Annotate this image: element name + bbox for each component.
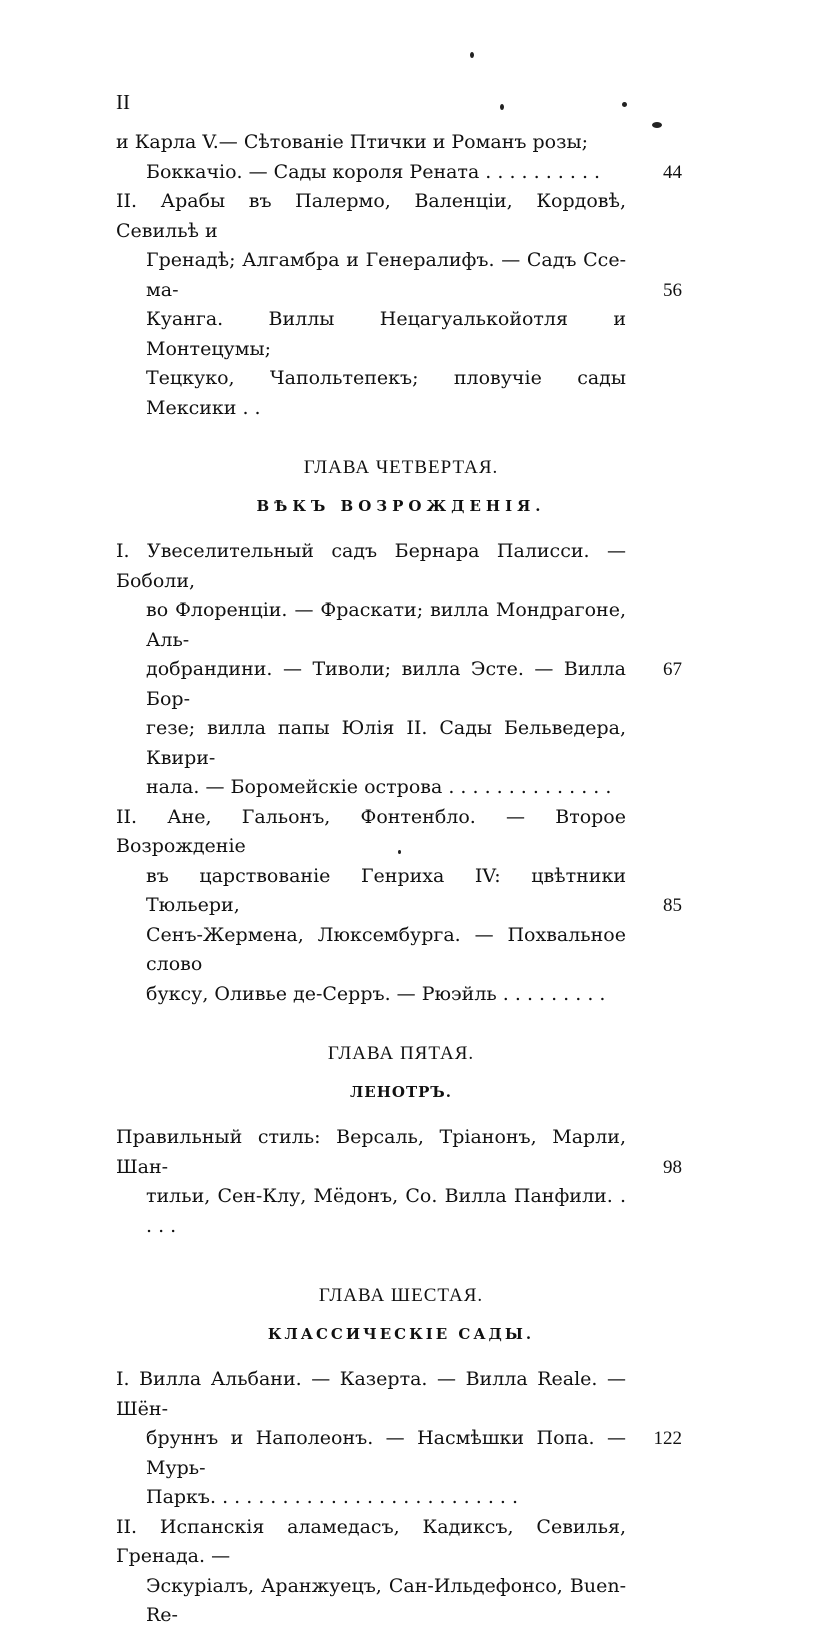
page-ref: 98	[663, 1156, 682, 1178]
toc-line: I. Увеселительный садъ Бернара Палисси. — Боболи,	[116, 540, 626, 592]
page-ref: 44	[663, 161, 682, 183]
table-of-contents	[116, 128, 686, 1631]
toc-line: Эскуріалъ, Аранжуецъ, Сан-Ильдефонсо, Buen-Re-	[146, 1574, 626, 1626]
toc-line: Паркъ. . . . . . . . . . . . . . . . . . . . . . . . . .	[146, 1486, 519, 1508]
toc-entry	[116, 128, 686, 187]
toc-line: Правильный стиль: Версаль, Тріанонъ, Марли, Шан-	[116, 1126, 626, 1178]
toc-line: въ царствованіе Генриха IV: цвѣтники Тюльери,	[146, 864, 626, 916]
page-ref: 85	[663, 895, 682, 916]
toc-line: добрандини. — Тиволи; вилла Эсте. — Вилла Бор-	[146, 658, 626, 710]
chapter-subtitle: ВѢКЪ ВОЗРОЖДЕНІЯ.	[256, 497, 546, 515]
toc-line: II. Ане, Гальонъ, Фонтенбло. — Второе Возрожденіе	[116, 805, 626, 857]
toc-line: нала. — Боромейскіе острова . . . . . . . . . . . . . .	[146, 776, 612, 798]
toc-line: Гренадѣ; Алгамбра и Генералифъ. — Садъ Ссе-ма-	[146, 249, 626, 301]
chapter-title: ГЛАВА ЧЕТВЕРТАЯ.	[303, 457, 499, 478]
ink-speck	[622, 102, 627, 107]
ink-speck	[470, 52, 474, 58]
toc-line: I. Вилла Альбани. — Казерта. — Вилла Reale. — Шён-	[116, 1368, 626, 1420]
toc-line: буксу, Оливье де-Серръ. — Рюэйль . . . . . . . . .	[146, 982, 606, 1005]
page-number: II	[116, 90, 130, 114]
toc-line: II. Испанскія аламедасъ, Кадиксъ, Севилья, Гренада. —	[116, 1515, 626, 1567]
page-ref: 56	[663, 279, 682, 301]
chapter-subtitle: ЛЕНОТРЪ.	[350, 1083, 452, 1101]
toc-entry	[116, 803, 686, 1010]
toc-line: Тецкуко, Чапольтепекъ; пловучіе сады Мексики . .	[146, 367, 626, 419]
toc-entry	[116, 1365, 686, 1513]
toc-entry	[116, 187, 686, 423]
ink-speck	[500, 104, 504, 110]
toc-line: II. Арабы въ Палермо, Валенціи, Кордовѣ, Севильѣ и	[116, 190, 626, 242]
toc-line: бруннъ и Наполеонъ. — Насмѣшки Попа. — Мурь-	[146, 1427, 626, 1479]
toc-line: во Флоренціи. — Фраскати; вилла Мондрагоне, Аль-	[146, 599, 626, 651]
toc-line: тильи, Сен-Клу, Мёдонъ, Со. Вилла Панфили. . . . .	[146, 1185, 626, 1237]
toc-entry	[116, 1123, 686, 1241]
chapter-title: ГЛАВА ШЕСТАЯ.	[318, 1285, 484, 1306]
chapter-subtitle: КЛАССИЧЕСКІЕ САДЫ.	[267, 1325, 535, 1343]
toc-line: Куанга. Виллы Нецагуалькойотля и Монтецумы;	[146, 308, 626, 360]
chapter-title: ГЛАВА ПЯТАЯ.	[327, 1043, 475, 1064]
page-ref: 122	[653, 1428, 682, 1449]
toc-entry	[116, 537, 686, 803]
toc-line: Боккачіо. — Сады короля Рената . . . . . . . . . .	[146, 160, 601, 183]
toc-entry	[116, 1513, 686, 1631]
toc-line: гезе; вилла папы Юлія II. Сады Бельведера, Квири-	[146, 717, 626, 769]
toc-line: и Карла V.— Сѣтованіе Птички и Романъ розы;	[116, 131, 589, 153]
page-ref: 67	[663, 659, 682, 680]
toc-line: Сенъ-Жермена, Люксембурга. — Похвальное слово	[146, 923, 626, 975]
